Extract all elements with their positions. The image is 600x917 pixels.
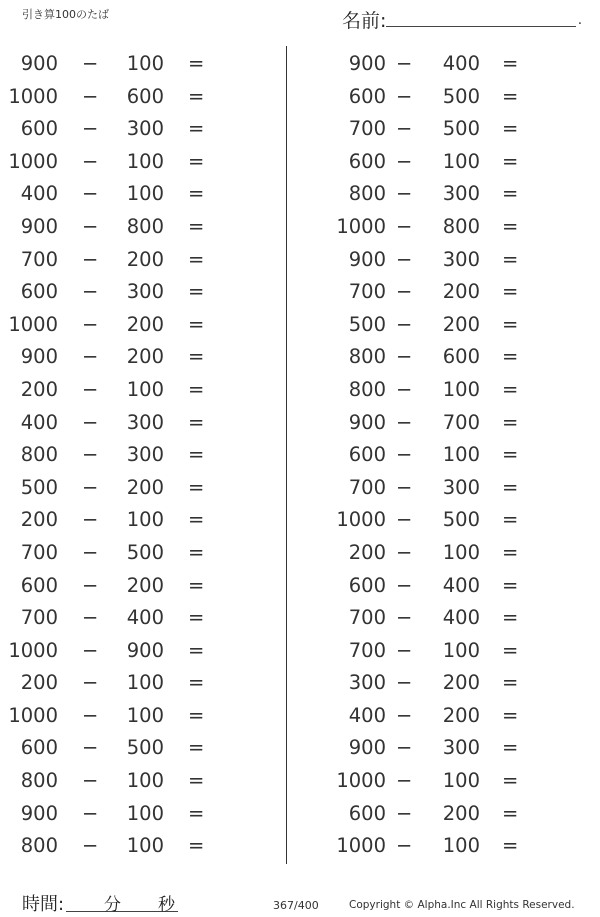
minus-sign: − [82,606,99,630]
minuend: 700 [20,606,58,630]
subtrahend: 800 [442,214,480,238]
minuend: 600 [348,443,386,467]
name-label: 名前: [342,10,387,32]
problem-row [0,309,280,342]
subtrahend: 100 [442,377,480,401]
problem-row [312,309,592,342]
minus-sign: − [82,410,99,434]
minuend: 200 [348,540,386,564]
minus-sign: − [82,540,99,564]
problem-row [0,602,280,635]
minuend: 1000 [8,703,58,727]
equals-sign: = [502,801,519,825]
minuend: 600 [20,280,58,304]
problem-row [0,732,280,765]
minus-sign: − [82,671,99,695]
minuend: 200 [20,508,58,532]
subtrahend: 100 [126,508,164,532]
equals-sign: = [188,671,205,695]
equals-sign: = [188,410,205,434]
minuend: 200 [20,671,58,695]
problem-row [312,113,592,146]
page-number: 367/400 [273,899,319,912]
equals-sign: = [502,280,519,304]
name-area [342,6,582,30]
subtrahend: 100 [442,834,480,858]
equals-sign: = [188,769,205,793]
subtrahend: 100 [126,671,164,695]
subtrahend: 400 [126,606,164,630]
minuend: 400 [20,182,58,206]
minus-sign: − [82,84,99,108]
minuend: 600 [348,573,386,597]
minus-sign: − [396,149,413,173]
minus-sign: − [82,182,99,206]
problem-row [312,700,592,733]
subtrahend: 300 [442,736,480,760]
minus-sign: − [396,182,413,206]
minus-sign: − [396,508,413,532]
minuend: 700 [348,280,386,304]
minus-sign: − [396,801,413,825]
minuend: 600 [348,84,386,108]
problem-row [0,700,280,733]
problem-row [0,765,280,798]
minus-sign: − [396,377,413,401]
minuend: 700 [20,247,58,271]
equals-sign: = [188,377,205,401]
problem-row [0,276,280,309]
problem-row [0,798,280,831]
problem-row [0,472,280,505]
minus-sign: − [82,345,99,369]
minus-sign: − [396,52,413,75]
equals-sign: = [188,247,205,271]
minuend: 1000 [8,84,58,108]
subtrahend: 100 [442,149,480,173]
equals-sign: = [502,84,519,108]
problem-row [0,48,280,81]
subtrahend: 700 [442,410,480,434]
problem-row [312,830,592,863]
minuend: 700 [348,606,386,630]
minus-sign: − [396,834,413,858]
minuend: 600 [348,801,386,825]
subtrahend: 200 [126,312,164,336]
minus-sign: − [396,280,413,304]
minus-sign: − [82,573,99,597]
problem-row [312,537,592,570]
minuend: 600 [20,736,58,760]
equals-sign: = [188,638,205,662]
equals-sign: = [188,475,205,499]
minuend: 800 [348,377,386,401]
problem-row [312,798,592,831]
equals-sign: = [188,606,205,630]
minuend: 900 [348,736,386,760]
minuend: 1000 [336,834,386,858]
subtrahend: 500 [442,508,480,532]
equals-sign: = [188,834,205,858]
minuend: 400 [20,410,58,434]
minus-sign: − [396,345,413,369]
problems-left-column [0,48,280,863]
equals-sign: = [502,410,519,434]
equals-sign: = [188,508,205,532]
minuend: 800 [348,182,386,206]
minuend: 700 [348,475,386,499]
minus-sign: − [82,508,99,532]
minus-sign: − [82,117,99,141]
problem-row [312,341,592,374]
problem-row [312,178,592,211]
minuend: 1000 [336,508,386,532]
seconds-label: 秒 [158,895,175,915]
problem-row [312,276,592,309]
minuend: 900 [20,801,58,825]
problem-row [0,635,280,668]
minuend: 1000 [336,214,386,238]
equals-sign: = [502,769,519,793]
problem-row [0,178,280,211]
subtrahend: 400 [442,606,480,630]
minus-sign: − [396,443,413,467]
subtrahend: 300 [442,182,480,206]
equals-sign: = [188,280,205,304]
column-divider [286,46,287,864]
subtrahend: 100 [126,377,164,401]
minuend: 1000 [8,312,58,336]
minuend: 1000 [8,149,58,173]
problem-row [312,635,592,668]
minus-sign: − [396,703,413,727]
minus-sign: − [396,573,413,597]
copyright: Copyright © Alpha.Inc All Rights Reserved. [349,899,575,911]
equals-sign: = [502,182,519,206]
problem-row [0,667,280,700]
subtrahend: 300 [126,443,164,467]
minus-sign: − [82,736,99,760]
subtrahend: 200 [126,247,164,271]
problem-row [0,374,280,407]
time-label: 時間: [22,894,65,915]
minuend: 800 [20,834,58,858]
equals-sign: = [502,149,519,173]
minuend: 900 [20,214,58,238]
subtrahend: 600 [126,84,164,108]
minus-sign: − [396,84,413,108]
minus-sign: − [396,410,413,434]
subtrahend: 200 [126,573,164,597]
minus-sign: − [396,769,413,793]
minus-sign: − [82,834,99,858]
subtrahend: 100 [126,703,164,727]
problem-row [0,407,280,440]
minus-sign: − [396,117,413,141]
equals-sign: = [188,117,205,141]
problem-row [0,244,280,277]
minus-sign: − [396,247,413,271]
name-end-dot: . [577,13,582,28]
minus-sign: − [82,443,99,467]
minus-sign: − [396,312,413,336]
equals-sign: = [188,703,205,727]
subtrahend: 200 [126,475,164,499]
equals-sign: = [502,117,519,141]
equals-sign: = [188,573,205,597]
minus-sign: − [396,671,413,695]
equals-sign: = [502,508,519,532]
problem-row [0,537,280,570]
subtrahend: 100 [126,801,164,825]
equals-sign: = [188,182,205,206]
equals-sign: = [188,312,205,336]
subtrahend: 100 [126,769,164,793]
minuend: 400 [348,703,386,727]
subtrahend: 200 [442,312,480,336]
equals-sign: = [502,703,519,727]
minus-sign: − [82,638,99,662]
problem-row [0,146,280,179]
minuend: 900 [20,52,58,75]
minutes-label: 分 [104,895,121,915]
subtrahend: 100 [126,182,164,206]
minuend: 200 [20,377,58,401]
problem-row [0,830,280,863]
minuend: 900 [348,410,386,434]
subtrahend: 400 [442,573,480,597]
problem-row [0,113,280,146]
subtrahend: 100 [442,638,480,662]
minuend: 600 [348,149,386,173]
minus-sign: − [82,247,99,271]
subtrahend: 200 [442,671,480,695]
equals-sign: = [502,475,519,499]
subtrahend: 200 [126,345,164,369]
minuend: 700 [348,638,386,662]
subtrahend: 300 [126,410,164,434]
subtrahend: 100 [126,834,164,858]
subtrahend: 400 [442,52,480,75]
problem-row [312,602,592,635]
subtrahend: 100 [442,443,480,467]
problem-row [312,472,592,505]
subtrahend: 900 [126,638,164,662]
equals-sign: = [502,247,519,271]
minus-sign: − [396,540,413,564]
minuend: 500 [348,312,386,336]
minuend: 900 [20,345,58,369]
minus-sign: − [396,214,413,238]
equals-sign: = [502,671,519,695]
subtrahend: 300 [126,117,164,141]
problem-row [312,504,592,537]
minuend: 300 [348,671,386,695]
problem-row [312,570,592,603]
problem-row [0,211,280,244]
subtrahend: 300 [442,475,480,499]
equals-sign: = [502,214,519,238]
equals-sign: = [188,443,205,467]
equals-sign: = [188,214,205,238]
equals-sign: = [502,540,519,564]
minus-sign: − [396,475,413,499]
sheet-title: 引き算100のたば [22,8,109,21]
problem-row [0,81,280,114]
problem-row [0,341,280,374]
equals-sign: = [502,834,519,858]
equals-sign: = [502,377,519,401]
subtrahend: 500 [126,736,164,760]
problem-row [0,570,280,603]
problem-row [0,504,280,537]
problem-row [312,407,592,440]
subtrahend: 100 [442,769,480,793]
subtrahend: 100 [126,52,164,75]
equals-sign: = [502,736,519,760]
problem-row [312,374,592,407]
minus-sign: − [82,801,99,825]
minuend: 1000 [336,769,386,793]
minuend: 600 [20,117,58,141]
equals-sign: = [502,312,519,336]
subtrahend: 100 [126,149,164,173]
minus-sign: − [82,769,99,793]
minuend: 1000 [8,638,58,662]
minuend: 800 [348,345,386,369]
minuend: 600 [20,573,58,597]
subtrahend: 500 [442,117,480,141]
equals-sign: = [502,573,519,597]
subtrahend: 500 [442,84,480,108]
problem-row [312,732,592,765]
problem-row [312,146,592,179]
minus-sign: − [396,606,413,630]
problem-row [312,765,592,798]
minus-sign: − [82,475,99,499]
equals-sign: = [188,149,205,173]
problem-row [312,244,592,277]
equals-sign: = [502,638,519,662]
subtrahend: 200 [442,703,480,727]
problem-row [312,439,592,472]
minus-sign: − [82,703,99,727]
minuend: 700 [348,117,386,141]
problems-right-column [312,48,592,863]
subtrahend: 800 [126,214,164,238]
minus-sign: − [82,214,99,238]
subtrahend: 200 [442,801,480,825]
problem-row [0,439,280,472]
minus-sign: − [82,280,99,304]
problem-row [312,211,592,244]
minuend: 700 [20,540,58,564]
minus-sign: − [396,638,413,662]
equals-sign: = [188,52,205,75]
equals-sign: = [502,345,519,369]
name-blank[interactable] [386,26,576,27]
subtrahend: 300 [126,280,164,304]
subtrahend: 500 [126,540,164,564]
problem-row [312,667,592,700]
problem-row [312,81,592,114]
subtrahend: 200 [442,280,480,304]
problem-row [312,48,592,81]
minus-sign: − [82,149,99,173]
equals-sign: = [188,540,205,564]
minus-sign: − [82,52,99,75]
minuend: 900 [348,52,386,75]
minus-sign: − [396,736,413,760]
equals-sign: = [188,736,205,760]
equals-sign: = [502,52,519,75]
equals-sign: = [502,606,519,630]
minuend: 500 [20,475,58,499]
equals-sign: = [502,443,519,467]
minus-sign: − [82,312,99,336]
minuend: 800 [20,443,58,467]
equals-sign: = [188,801,205,825]
subtrahend: 600 [442,345,480,369]
equals-sign: = [188,84,205,108]
minus-sign: − [82,377,99,401]
subtrahend: 100 [442,540,480,564]
subtrahend: 300 [442,247,480,271]
minuend: 800 [20,769,58,793]
minuend: 900 [348,247,386,271]
equals-sign: = [188,345,205,369]
